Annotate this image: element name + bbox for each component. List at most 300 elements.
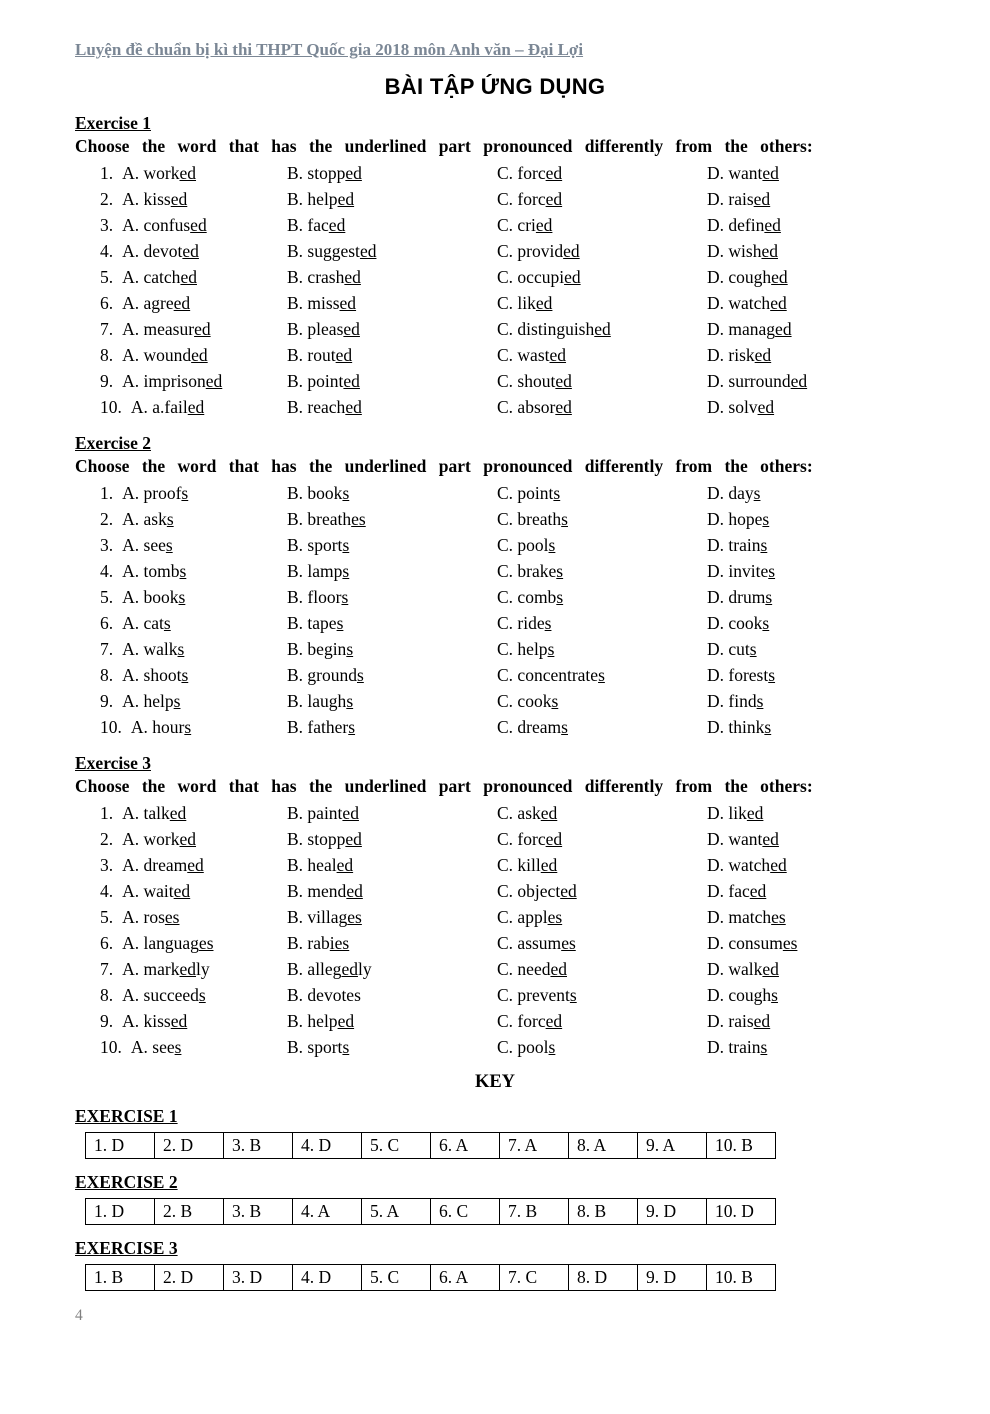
option-cell-d xyxy=(707,904,915,930)
answer-key-table xyxy=(85,1132,776,1159)
option-cell-c xyxy=(497,264,707,290)
option-d: D. consumes xyxy=(707,933,798,953)
option-b: B. villages xyxy=(287,907,362,927)
option-a: A. helps xyxy=(122,691,181,711)
option-c: C. distinguished xyxy=(497,319,611,339)
option-cell-a xyxy=(100,852,287,878)
page-number: 4 xyxy=(75,1307,83,1324)
option-c: C. forced xyxy=(497,189,563,209)
question-row xyxy=(100,610,915,636)
option-cell-d xyxy=(707,480,915,506)
option-cell-c xyxy=(497,956,707,982)
option-a: A. hours xyxy=(130,717,192,737)
option-c: C. rides xyxy=(497,613,552,633)
option-cell-b xyxy=(287,394,497,420)
option-a: A. books xyxy=(122,587,186,607)
answer-key-row xyxy=(86,1199,776,1225)
answer-cell: 3. B xyxy=(224,1199,293,1225)
option-cell-d xyxy=(707,238,915,264)
option-d: D. raised xyxy=(707,189,771,209)
option-cell-a xyxy=(100,160,287,186)
option-b: B. books xyxy=(287,483,350,503)
question-row xyxy=(100,1034,915,1060)
question-row xyxy=(100,826,915,852)
question-number: 8. xyxy=(100,345,114,365)
option-cell-c xyxy=(497,342,707,368)
option-cell-b xyxy=(287,930,497,956)
option-d: D. hopes xyxy=(707,509,770,529)
question-number: 5. xyxy=(100,907,114,927)
option-cell-a xyxy=(100,316,287,342)
option-d: D. wanted xyxy=(707,829,779,849)
question-row xyxy=(100,956,915,982)
option-cell-b xyxy=(287,264,497,290)
option-d: D. watched xyxy=(707,855,787,875)
question-number: 5. xyxy=(100,267,114,287)
option-cell-d xyxy=(707,506,915,532)
question-row xyxy=(100,186,915,212)
option-b: B. healed xyxy=(287,855,354,875)
option-b: B. begins xyxy=(287,639,354,659)
exercise-instruction: Choose the word that has the underlined part pronounced differently from the others: xyxy=(75,456,813,476)
option-cell-d xyxy=(707,688,915,714)
answer-cell: 10. D xyxy=(707,1199,776,1225)
answer-cell: 6. A xyxy=(431,1265,500,1291)
question-number: 7. xyxy=(100,639,114,659)
option-cell-c xyxy=(497,558,707,584)
option-d: D. cuts xyxy=(707,639,757,659)
question-row xyxy=(100,584,915,610)
option-cell-b xyxy=(287,316,497,342)
option-a: A. imprisoned xyxy=(122,371,223,391)
question-number: 2. xyxy=(100,829,114,849)
question-row xyxy=(100,1008,915,1034)
answer-cell: 2. D xyxy=(155,1133,224,1159)
option-b: B. lamps xyxy=(287,561,350,581)
option-b: B. crashed xyxy=(287,267,361,287)
question-row xyxy=(100,238,915,264)
question-number: 1. xyxy=(100,803,114,823)
exercise-block xyxy=(75,433,915,740)
option-cell-a xyxy=(100,878,287,904)
option-cell-b xyxy=(287,688,497,714)
option-cell-a xyxy=(100,558,287,584)
answer-cell: 3. D xyxy=(224,1265,293,1291)
option-b: B. painted xyxy=(287,803,359,823)
option-a: A. tombs xyxy=(122,561,187,581)
question-row xyxy=(100,558,915,584)
option-cell-d xyxy=(707,800,915,826)
option-a: A. dreamed xyxy=(122,855,204,875)
option-cell-d xyxy=(707,610,915,636)
option-a: A. talked xyxy=(122,803,187,823)
option-cell-b xyxy=(287,878,497,904)
option-cell-b xyxy=(287,238,497,264)
answer-cell: 2. B xyxy=(155,1199,224,1225)
option-cell-c xyxy=(497,826,707,852)
question-row xyxy=(100,662,915,688)
option-d: D. managed xyxy=(707,319,792,339)
option-cell-b xyxy=(287,956,497,982)
option-a: A. devoted xyxy=(122,241,199,261)
option-cell-b xyxy=(287,558,497,584)
answer-key-table xyxy=(85,1264,776,1291)
question-row xyxy=(100,636,915,662)
option-cell-b xyxy=(287,904,497,930)
option-cell-a xyxy=(100,982,287,1008)
option-cell-a xyxy=(100,904,287,930)
option-cell-d xyxy=(707,956,915,982)
option-d: D. cooks xyxy=(707,613,770,633)
question-number: 8. xyxy=(100,665,114,685)
option-cell-a xyxy=(100,800,287,826)
option-cell-d xyxy=(707,662,915,688)
exercise-heading: Exercise 2 xyxy=(75,433,151,453)
option-d: D. drums xyxy=(707,587,773,607)
option-cell-c xyxy=(497,714,707,740)
question-row xyxy=(100,368,915,394)
option-d: D. finds xyxy=(707,691,764,711)
option-b: B. mended xyxy=(287,881,363,901)
answer-key-row xyxy=(86,1133,776,1159)
answer-cell: 4. D xyxy=(293,1133,362,1159)
option-c: C. needed xyxy=(497,959,567,979)
question-row xyxy=(100,688,915,714)
question-row xyxy=(100,160,915,186)
question-number: 10. xyxy=(100,1037,122,1057)
option-cell-b xyxy=(287,160,497,186)
option-cell-d xyxy=(707,714,915,740)
option-cell-b xyxy=(287,662,497,688)
key-exercise-heading: EXERCISE 1 xyxy=(75,1106,178,1126)
question-row xyxy=(100,264,915,290)
option-a: A. shoots xyxy=(122,665,189,685)
option-d: D. wanted xyxy=(707,163,779,183)
option-b: B. missed xyxy=(287,293,357,313)
question-number: 7. xyxy=(100,959,114,979)
option-cell-d xyxy=(707,930,915,956)
question-number: 1. xyxy=(100,483,114,503)
option-d: D. trains xyxy=(707,535,768,555)
option-d: D. watched xyxy=(707,293,787,313)
option-cell-c xyxy=(497,800,707,826)
option-cell-b xyxy=(287,290,497,316)
option-c: C. shouted xyxy=(497,371,572,391)
option-cell-b xyxy=(287,186,497,212)
answer-key-row xyxy=(86,1265,776,1291)
option-cell-c xyxy=(497,930,707,956)
option-d: D. walked xyxy=(707,959,779,979)
answer-cell: 3. B xyxy=(224,1133,293,1159)
question-number: 3. xyxy=(100,535,114,555)
answer-cell: 10. B xyxy=(707,1265,776,1291)
option-c: C. killed xyxy=(497,855,558,875)
option-c: C. forced xyxy=(497,1011,563,1031)
option-b: B. tapes xyxy=(287,613,344,633)
question-row xyxy=(100,930,915,956)
option-cell-b xyxy=(287,982,497,1008)
option-b: B. pointed xyxy=(287,371,360,391)
option-a: A. languages xyxy=(122,933,214,953)
question-row xyxy=(100,532,915,558)
answer-cell: 1. B xyxy=(86,1265,155,1291)
option-cell-a xyxy=(100,506,287,532)
question-number: 4. xyxy=(100,561,114,581)
question-row xyxy=(100,878,915,904)
option-cell-c xyxy=(497,238,707,264)
option-a: A. sees xyxy=(122,535,173,555)
option-b: B. floors xyxy=(287,587,349,607)
option-cell-c xyxy=(497,368,707,394)
question-row xyxy=(100,982,915,1008)
option-c: C. objected xyxy=(497,881,577,901)
option-b: B. pleased xyxy=(287,319,360,339)
option-a: A. sees xyxy=(130,1037,182,1057)
option-a: A. agreed xyxy=(122,293,191,313)
question-number: 6. xyxy=(100,293,114,313)
option-c: C. assumes xyxy=(497,933,576,953)
question-row xyxy=(100,290,915,316)
answer-cell: 6. A xyxy=(431,1133,500,1159)
key-exercise-heading: EXERCISE 3 xyxy=(75,1238,178,1258)
option-d: D. raised xyxy=(707,1011,771,1031)
exercise-instruction: Choose the word that has the underlined part pronounced differently from the others: xyxy=(75,136,813,156)
answer-cell: 5. C xyxy=(362,1265,431,1291)
question-number: 9. xyxy=(100,371,114,391)
option-a: A. kissed xyxy=(122,189,188,209)
option-cell-b xyxy=(287,714,497,740)
question-number: 5. xyxy=(100,587,114,607)
question-number: 9. xyxy=(100,691,114,711)
option-cell-c xyxy=(497,160,707,186)
option-c: C. pools xyxy=(497,535,556,555)
question-number: 7. xyxy=(100,319,114,339)
key-exercise-heading: EXERCISE 2 xyxy=(75,1172,178,1192)
question-number: 6. xyxy=(100,613,114,633)
option-cell-c xyxy=(497,584,707,610)
option-cell-c xyxy=(497,394,707,420)
option-cell-c xyxy=(497,480,707,506)
option-b: B. allegedly xyxy=(287,959,372,979)
answer-cell: 5. C xyxy=(362,1133,431,1159)
option-cell-a xyxy=(100,826,287,852)
option-cell-a xyxy=(100,584,287,610)
exercise-block xyxy=(75,113,915,420)
option-cell-b xyxy=(287,342,497,368)
option-cell-d xyxy=(707,1034,915,1060)
question-number: 10. xyxy=(100,717,122,737)
option-c: C. cried xyxy=(497,215,553,235)
option-b: B. rabies xyxy=(287,933,350,953)
option-b: B. sports xyxy=(287,535,350,555)
exercise-block xyxy=(75,753,915,1060)
option-d: D. coughed xyxy=(707,267,788,287)
option-cell-b xyxy=(287,212,497,238)
option-b: B. helped xyxy=(287,1011,355,1031)
option-cell-d xyxy=(707,160,915,186)
option-b: B. sports xyxy=(287,1037,350,1057)
page-title: BÀI TẬP ỨNG DỤNG xyxy=(384,74,606,99)
option-d: D. thinks xyxy=(707,717,772,737)
option-cell-b xyxy=(287,636,497,662)
option-d: D. coughs xyxy=(707,985,778,1005)
answer-cell: 9. D xyxy=(638,1265,707,1291)
option-c: C. pools xyxy=(497,1037,556,1057)
option-cell-d xyxy=(707,186,915,212)
option-b: B. laughs xyxy=(287,691,354,711)
question-number: 6. xyxy=(100,933,114,953)
option-d: D. invites xyxy=(707,561,776,581)
option-cell-a xyxy=(100,212,287,238)
option-a: A. roses xyxy=(122,907,180,927)
option-c: C. asked xyxy=(497,803,558,823)
option-cell-a xyxy=(100,264,287,290)
option-cell-d xyxy=(707,852,915,878)
option-d: D. days xyxy=(707,483,761,503)
option-cell-b xyxy=(287,1034,497,1060)
option-b: B. suggested xyxy=(287,241,377,261)
option-cell-c xyxy=(497,636,707,662)
answer-cell: 9. D xyxy=(638,1199,707,1225)
answer-cell: 6. C xyxy=(431,1199,500,1225)
document-header: Luyện đề chuẩn bị kì thi THPT Quốc gia 2018 môn Anh văn – Đại Lợi xyxy=(75,40,584,59)
option-c: C. helps xyxy=(497,639,555,659)
option-c: C. forced xyxy=(497,829,563,849)
option-cell-c xyxy=(497,532,707,558)
option-d: D. liked xyxy=(707,803,764,823)
answer-cell: 7. C xyxy=(500,1265,569,1291)
option-b: B. breathes xyxy=(287,509,366,529)
option-d: D. faced xyxy=(707,881,767,901)
option-cell-a xyxy=(100,480,287,506)
question-number: 9. xyxy=(100,1011,114,1031)
question-row xyxy=(100,316,915,342)
option-cell-a xyxy=(100,1034,287,1060)
option-d: D. defined xyxy=(707,215,781,235)
question-number: 1. xyxy=(100,163,114,183)
option-d: D. risked xyxy=(707,345,772,365)
option-a: A. confused xyxy=(122,215,207,235)
option-a: A. proofs xyxy=(122,483,189,503)
answer-cell: 4. A xyxy=(293,1199,362,1225)
option-cell-a xyxy=(100,290,287,316)
option-cell-c xyxy=(497,212,707,238)
option-c: C. dreams xyxy=(497,717,568,737)
option-cell-d xyxy=(707,532,915,558)
option-cell-a xyxy=(100,368,287,394)
question-number: 4. xyxy=(100,881,114,901)
option-c: C. provided xyxy=(497,241,580,261)
option-cell-d xyxy=(707,878,915,904)
option-cell-a xyxy=(100,956,287,982)
option-cell-a xyxy=(100,342,287,368)
option-cell-a xyxy=(100,662,287,688)
question-number: 2. xyxy=(100,189,114,209)
answer-cell: 1. D xyxy=(86,1199,155,1225)
option-b: B. reached xyxy=(287,397,362,417)
option-a: A. kissed xyxy=(122,1011,188,1031)
option-a: A. cats xyxy=(122,613,171,633)
option-cell-c xyxy=(497,506,707,532)
option-cell-c xyxy=(497,662,707,688)
option-cell-d xyxy=(707,212,915,238)
option-cell-d xyxy=(707,1008,915,1034)
option-c: C. occupied xyxy=(497,267,581,287)
option-d: D. trains xyxy=(707,1037,768,1057)
option-cell-d xyxy=(707,368,915,394)
option-c: C. points xyxy=(497,483,561,503)
option-b: B. faced xyxy=(287,215,346,235)
option-cell-c xyxy=(497,852,707,878)
option-cell-b xyxy=(287,800,497,826)
question-number: 3. xyxy=(100,215,114,235)
option-cell-c xyxy=(497,904,707,930)
answer-cell: 4. D xyxy=(293,1265,362,1291)
option-cell-b xyxy=(287,532,497,558)
option-cell-d xyxy=(707,264,915,290)
option-cell-d xyxy=(707,394,915,420)
question-number: 4. xyxy=(100,241,114,261)
option-b: B. grounds xyxy=(287,665,364,685)
question-row xyxy=(100,212,915,238)
answer-cell: 9. A xyxy=(638,1133,707,1159)
question-row xyxy=(100,342,915,368)
question-row xyxy=(100,480,915,506)
question-row xyxy=(100,852,915,878)
option-cell-c xyxy=(497,316,707,342)
option-cell-a xyxy=(100,394,287,420)
option-a: A. catched xyxy=(122,267,197,287)
option-cell-c xyxy=(497,688,707,714)
option-cell-a xyxy=(100,238,287,264)
option-c: C. forced xyxy=(497,163,563,183)
option-cell-a xyxy=(100,186,287,212)
option-cell-c xyxy=(497,878,707,904)
option-cell-c xyxy=(497,982,707,1008)
option-cell-b xyxy=(287,852,497,878)
option-cell-c xyxy=(497,610,707,636)
answer-cell: 1. D xyxy=(86,1133,155,1159)
question-number: 3. xyxy=(100,855,114,875)
option-c: C. cooks xyxy=(497,691,559,711)
option-cell-b xyxy=(287,506,497,532)
option-cell-c xyxy=(497,186,707,212)
answer-key-table xyxy=(85,1198,776,1225)
question-number: 2. xyxy=(100,509,114,529)
option-cell-c xyxy=(497,290,707,316)
option-cell-a xyxy=(100,688,287,714)
option-c: C. prevents xyxy=(497,985,577,1005)
answer-cell: 10. B xyxy=(707,1133,776,1159)
option-cell-a xyxy=(100,930,287,956)
option-c: C. absored xyxy=(497,397,572,417)
option-cell-d xyxy=(707,584,915,610)
option-b: B. stopped xyxy=(287,829,362,849)
answer-cell: 5. A xyxy=(362,1199,431,1225)
option-a: A. wounded xyxy=(122,345,208,365)
option-a: A. succeeds xyxy=(122,985,206,1005)
exercise-instruction: Choose the word that has the underlined part pronounced differently from the others: xyxy=(75,776,813,796)
option-a: A. walks xyxy=(122,639,185,659)
answer-cell: 8. B xyxy=(569,1199,638,1225)
question-row xyxy=(100,394,915,420)
option-c: C. brakes xyxy=(497,561,564,581)
answer-cell: 8. A xyxy=(569,1133,638,1159)
option-b: B. stopped xyxy=(287,163,362,183)
option-b: B. devotes xyxy=(287,985,361,1005)
question-row xyxy=(100,714,915,740)
option-d: D. wished xyxy=(707,241,778,261)
